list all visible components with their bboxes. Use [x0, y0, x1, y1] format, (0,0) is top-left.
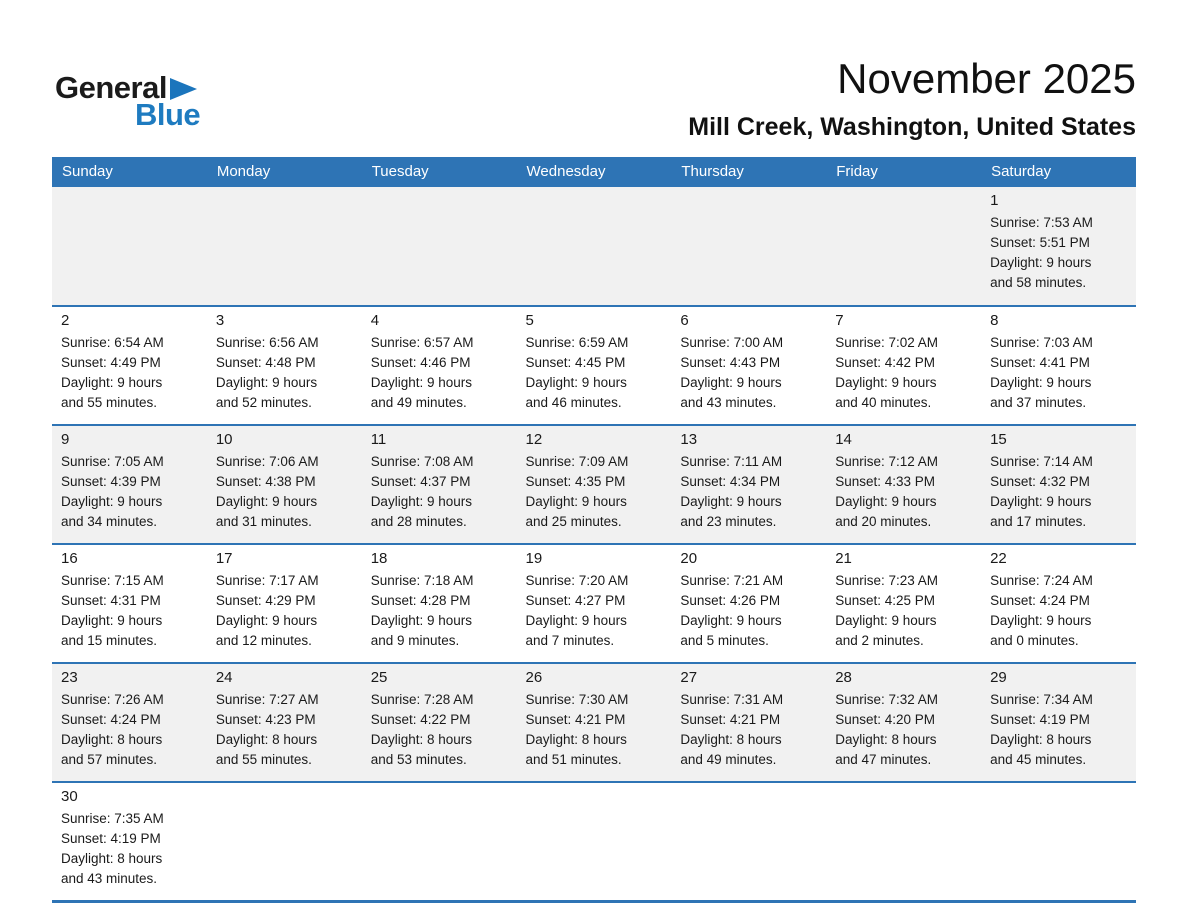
daylight-text: Daylight: 8 hours [61, 851, 163, 866]
sunset-text: Sunset: 4:19 PM [990, 712, 1090, 727]
day-number: 30 [61, 788, 78, 805]
day-cell [207, 544, 362, 663]
daylight-text: Daylight: 9 hours [835, 613, 937, 628]
day-number: 5 [525, 312, 534, 329]
empty-day-cell [517, 187, 672, 306]
weekday-header-row [52, 157, 1136, 187]
day-cell [981, 544, 1136, 663]
sunset-text: Sunset: 4:25 PM [835, 593, 936, 608]
daylight-text: Daylight: 9 hours [990, 255, 1092, 270]
sunrise-text: Sunrise: 7:00 AM [680, 335, 784, 350]
day-cell [52, 544, 207, 663]
sunrise-text: Sunrise: 6:57 AM [370, 335, 474, 350]
sunrise-text: Sunrise: 7:24 AM [990, 573, 1093, 588]
weekday-header: Thursday [671, 157, 826, 187]
day-cell [671, 663, 826, 782]
sunset-text: Sunset: 4:38 PM [215, 474, 316, 489]
day-cell [517, 663, 672, 782]
header [688, 56, 1136, 142]
sunrise-text: Sunrise: 6:54 AM [61, 335, 164, 350]
sunset-text: Sunset: 4:28 PM [370, 593, 471, 608]
sunrise-text: Sunrise: 7:30 AM [525, 692, 629, 707]
sunset-text: Sunset: 4:48 PM [215, 355, 316, 370]
sunrise-text: Sunrise: 7:12 AM [835, 454, 939, 469]
sunset-text: Sunset: 4:45 PM [525, 355, 626, 370]
sunrise-text: Sunrise: 7:35 AM [61, 811, 164, 826]
day-cell [362, 306, 517, 425]
daylight-text: and 55 minutes. [215, 752, 312, 767]
empty-day-cell [981, 782, 1136, 901]
daylight-text: and 52 minutes. [215, 395, 312, 410]
page-subtitle: Mill Creek, Washington, United States [688, 113, 1136, 142]
week-row [52, 663, 1136, 782]
daylight-text: Daylight: 8 hours [680, 732, 782, 747]
sunset-text: Sunset: 4:34 PM [680, 474, 781, 489]
day-cell [207, 663, 362, 782]
empty-day-cell [671, 187, 826, 306]
day-number: 16 [61, 550, 78, 567]
sunrise-text: Sunrise: 7:53 AM [990, 215, 1093, 230]
empty-day-cell [52, 187, 207, 306]
day-cell [671, 544, 826, 663]
daylight-text: and 23 minutes. [680, 514, 777, 529]
week-row [52, 187, 1136, 306]
day-cell [517, 425, 672, 544]
daylight-text: Daylight: 9 hours [990, 494, 1092, 509]
sunrise-text: Sunrise: 7:09 AM [525, 454, 629, 469]
day-number: 11 [370, 431, 387, 448]
day-number: 28 [835, 669, 852, 686]
sunrise-text: Sunrise: 7:14 AM [990, 454, 1093, 469]
daylight-text: and 45 minutes. [990, 752, 1087, 767]
daylight-text: and 58 minutes. [990, 275, 1087, 290]
daylight-text: and 37 minutes. [990, 395, 1087, 410]
day-cell [52, 663, 207, 782]
sunrise-text: Sunrise: 7:02 AM [835, 335, 939, 350]
daylight-text: Daylight: 9 hours [525, 494, 627, 509]
day-cell [671, 306, 826, 425]
daylight-text: and 57 minutes. [61, 752, 158, 767]
day-number: 20 [680, 550, 698, 567]
day-number: 8 [990, 312, 999, 329]
sunset-text: Sunset: 4:35 PM [525, 474, 626, 489]
day-number: 12 [525, 431, 543, 448]
day-cell [826, 663, 981, 782]
sunset-text: Sunset: 4:21 PM [680, 712, 781, 727]
calendar-table [52, 157, 1136, 903]
day-cell [362, 425, 517, 544]
daylight-text: Daylight: 9 hours [61, 375, 163, 390]
daylight-text: and 53 minutes. [370, 752, 467, 767]
daylight-text: Daylight: 9 hours [370, 613, 472, 628]
daylight-text: Daylight: 9 hours [525, 613, 627, 628]
empty-day-cell [362, 187, 517, 306]
daylight-text: Daylight: 8 hours [525, 732, 627, 747]
day-cell [671, 425, 826, 544]
day-cell [207, 425, 362, 544]
week-row [52, 544, 1136, 663]
day-number: 27 [680, 669, 698, 686]
day-cell [826, 425, 981, 544]
empty-day-cell [362, 782, 517, 901]
daylight-text: and 2 minutes. [835, 633, 924, 648]
daylight-text: Daylight: 9 hours [215, 613, 318, 628]
day-cell [52, 306, 207, 425]
day-cell [981, 306, 1136, 425]
day-cell [981, 187, 1136, 306]
sunset-text: Sunset: 5:51 PM [990, 235, 1090, 250]
sunrise-text: Sunrise: 7:28 AM [370, 692, 474, 707]
daylight-text: and 46 minutes. [525, 395, 622, 410]
sunset-text: Sunset: 4:49 PM [61, 355, 161, 370]
daylight-text: Daylight: 8 hours [370, 732, 472, 747]
daylight-text: Daylight: 9 hours [680, 375, 782, 390]
day-cell [981, 425, 1136, 544]
day-cell [52, 425, 207, 544]
day-number: 7 [835, 312, 844, 329]
sunset-text: Sunset: 4:21 PM [525, 712, 626, 727]
sunrise-text: Sunrise: 7:17 AM [215, 573, 319, 588]
daylight-text: Daylight: 9 hours [990, 375, 1092, 390]
empty-day-cell [671, 782, 826, 901]
sunset-text: Sunset: 4:41 PM [990, 355, 1090, 370]
daylight-text: and 51 minutes. [525, 752, 622, 767]
day-number: 26 [525, 669, 543, 686]
sunset-text: Sunset: 4:24 PM [990, 593, 1090, 608]
daylight-text: and 28 minutes. [370, 514, 467, 529]
day-cell [362, 544, 517, 663]
sunset-text: Sunset: 4:27 PM [525, 593, 626, 608]
daylight-text: and 12 minutes. [215, 633, 312, 648]
sunrise-text: Sunrise: 7:26 AM [61, 692, 164, 707]
sunset-text: Sunset: 4:37 PM [370, 474, 471, 489]
day-cell [517, 544, 672, 663]
day-cell [362, 663, 517, 782]
day-number: 29 [990, 669, 1007, 686]
daylight-text: and 0 minutes. [990, 633, 1079, 648]
page-title: November 2025 [837, 55, 1136, 102]
sunrise-text: Sunrise: 7:20 AM [525, 573, 629, 588]
daylight-text: and 25 minutes. [525, 514, 622, 529]
daylight-text: and 55 minutes. [61, 395, 158, 410]
day-number: 23 [61, 669, 78, 686]
daylight-text: Daylight: 8 hours [835, 732, 937, 747]
sunset-text: Sunset: 4:23 PM [215, 712, 316, 727]
sunrise-text: Sunrise: 6:59 AM [525, 335, 629, 350]
daylight-text: and 43 minutes. [680, 395, 777, 410]
week-row [52, 425, 1136, 544]
day-number: 9 [61, 431, 70, 448]
day-number: 18 [370, 550, 388, 567]
sunset-text: Sunset: 4:42 PM [835, 355, 936, 370]
day-number: 22 [990, 550, 1007, 567]
sunrise-text: Sunrise: 7:34 AM [990, 692, 1093, 707]
sunrise-text: Sunrise: 7:23 AM [835, 573, 939, 588]
daylight-text: and 5 minutes. [680, 633, 769, 648]
sunset-text: Sunset: 4:32 PM [990, 474, 1090, 489]
sunrise-text: Sunrise: 7:11 AM [680, 454, 783, 469]
day-number: 17 [215, 550, 233, 567]
sunset-text: Sunset: 4:26 PM [680, 593, 781, 608]
daylight-text: and 34 minutes. [61, 514, 158, 529]
daylight-text: Daylight: 9 hours [680, 613, 782, 628]
day-cell [517, 306, 672, 425]
logo-text-general: General [55, 70, 167, 105]
sunset-text: Sunset: 4:33 PM [835, 474, 936, 489]
daylight-text: and 17 minutes. [990, 514, 1087, 529]
daylight-text: Daylight: 9 hours [61, 613, 163, 628]
week-row [52, 782, 1136, 901]
sunset-text: Sunset: 4:29 PM [215, 593, 316, 608]
sunset-text: Sunset: 4:43 PM [680, 355, 781, 370]
sunrise-text: Sunrise: 7:15 AM [61, 573, 164, 588]
weekday-header: Wednesday [517, 157, 672, 187]
calendar-header [52, 157, 1136, 187]
day-number: 15 [990, 431, 1007, 448]
daylight-text: and 20 minutes. [835, 514, 932, 529]
sunrise-text: Sunrise: 7:27 AM [215, 692, 319, 707]
day-number: 24 [215, 669, 233, 686]
day-number: 1 [990, 192, 999, 209]
daylight-text: and 7 minutes. [525, 633, 615, 648]
calendar-body [52, 187, 1136, 901]
day-number: 10 [215, 431, 233, 448]
weekday-header: Sunday [52, 157, 207, 187]
sunrise-text: Sunrise: 7:32 AM [835, 692, 939, 707]
daylight-text: Daylight: 8 hours [990, 732, 1092, 747]
day-number: 25 [370, 669, 388, 686]
empty-day-cell [826, 187, 981, 306]
sunset-text: Sunset: 4:19 PM [61, 831, 161, 846]
sunset-text: Sunset: 4:46 PM [370, 355, 471, 370]
day-cell [826, 306, 981, 425]
day-number: 21 [835, 550, 852, 567]
daylight-text: and 43 minutes. [61, 871, 158, 886]
day-number: 19 [525, 550, 543, 567]
sunrise-text: Sunrise: 7:21 AM [680, 573, 784, 588]
daylight-text: Daylight: 9 hours [990, 613, 1092, 628]
sunrise-text: Sunrise: 7:03 AM [990, 335, 1093, 350]
empty-day-cell [207, 187, 362, 306]
empty-day-cell [826, 782, 981, 901]
day-number: 3 [215, 312, 225, 329]
empty-day-cell [517, 782, 672, 901]
sunset-text: Sunset: 4:20 PM [835, 712, 936, 727]
day-number: 2 [61, 312, 70, 329]
weekday-header: Friday [826, 157, 981, 187]
daylight-text: Daylight: 9 hours [680, 494, 782, 509]
day-cell [207, 306, 362, 425]
day-number: 6 [680, 312, 689, 329]
day-number: 4 [370, 312, 380, 329]
daylight-text: and 49 minutes. [680, 752, 777, 767]
logo [55, 70, 200, 133]
daylight-text: Daylight: 8 hours [61, 732, 163, 747]
daylight-text: Daylight: 9 hours [61, 494, 163, 509]
day-number: 13 [680, 431, 698, 448]
sunrise-text: Sunrise: 7:08 AM [370, 454, 474, 469]
weekday-header: Tuesday [362, 157, 517, 187]
daylight-text: Daylight: 9 hours [835, 375, 937, 390]
daylight-text: Daylight: 9 hours [370, 375, 472, 390]
week-row [52, 306, 1136, 425]
sunset-text: Sunset: 4:24 PM [61, 712, 161, 727]
day-cell [52, 782, 207, 901]
sunset-text: Sunset: 4:39 PM [61, 474, 161, 489]
daylight-text: Daylight: 9 hours [525, 375, 627, 390]
day-cell [981, 663, 1136, 782]
sunrise-text: Sunrise: 7:05 AM [61, 454, 164, 469]
logo-text-blue: Blue [135, 97, 201, 132]
empty-day-cell [207, 782, 362, 901]
sunrise-text: Sunrise: 6:56 AM [215, 335, 319, 350]
daylight-text: Daylight: 9 hours [370, 494, 472, 509]
daylight-text: and 47 minutes. [835, 752, 932, 767]
daylight-text: Daylight: 9 hours [215, 375, 318, 390]
weekday-header: Saturday [981, 157, 1136, 187]
daylight-text: and 49 minutes. [370, 395, 467, 410]
day-number: 14 [835, 431, 852, 448]
sunrise-text: Sunrise: 7:06 AM [215, 454, 319, 469]
daylight-text: Daylight: 9 hours [215, 494, 318, 509]
daylight-text: and 31 minutes. [215, 514, 312, 529]
daylight-text: and 9 minutes. [370, 633, 460, 648]
daylight-text: and 15 minutes. [61, 633, 158, 648]
sunset-text: Sunset: 4:31 PM [61, 593, 161, 608]
weekday-header: Monday [207, 157, 362, 187]
sunrise-text: Sunrise: 7:18 AM [370, 573, 474, 588]
day-cell [826, 544, 981, 663]
sunset-text: Sunset: 4:22 PM [370, 712, 471, 727]
sunrise-text: Sunrise: 7:31 AM [680, 692, 784, 707]
daylight-text: Daylight: 9 hours [835, 494, 937, 509]
daylight-text: and 40 minutes. [835, 395, 932, 410]
daylight-text: Daylight: 8 hours [215, 732, 318, 747]
